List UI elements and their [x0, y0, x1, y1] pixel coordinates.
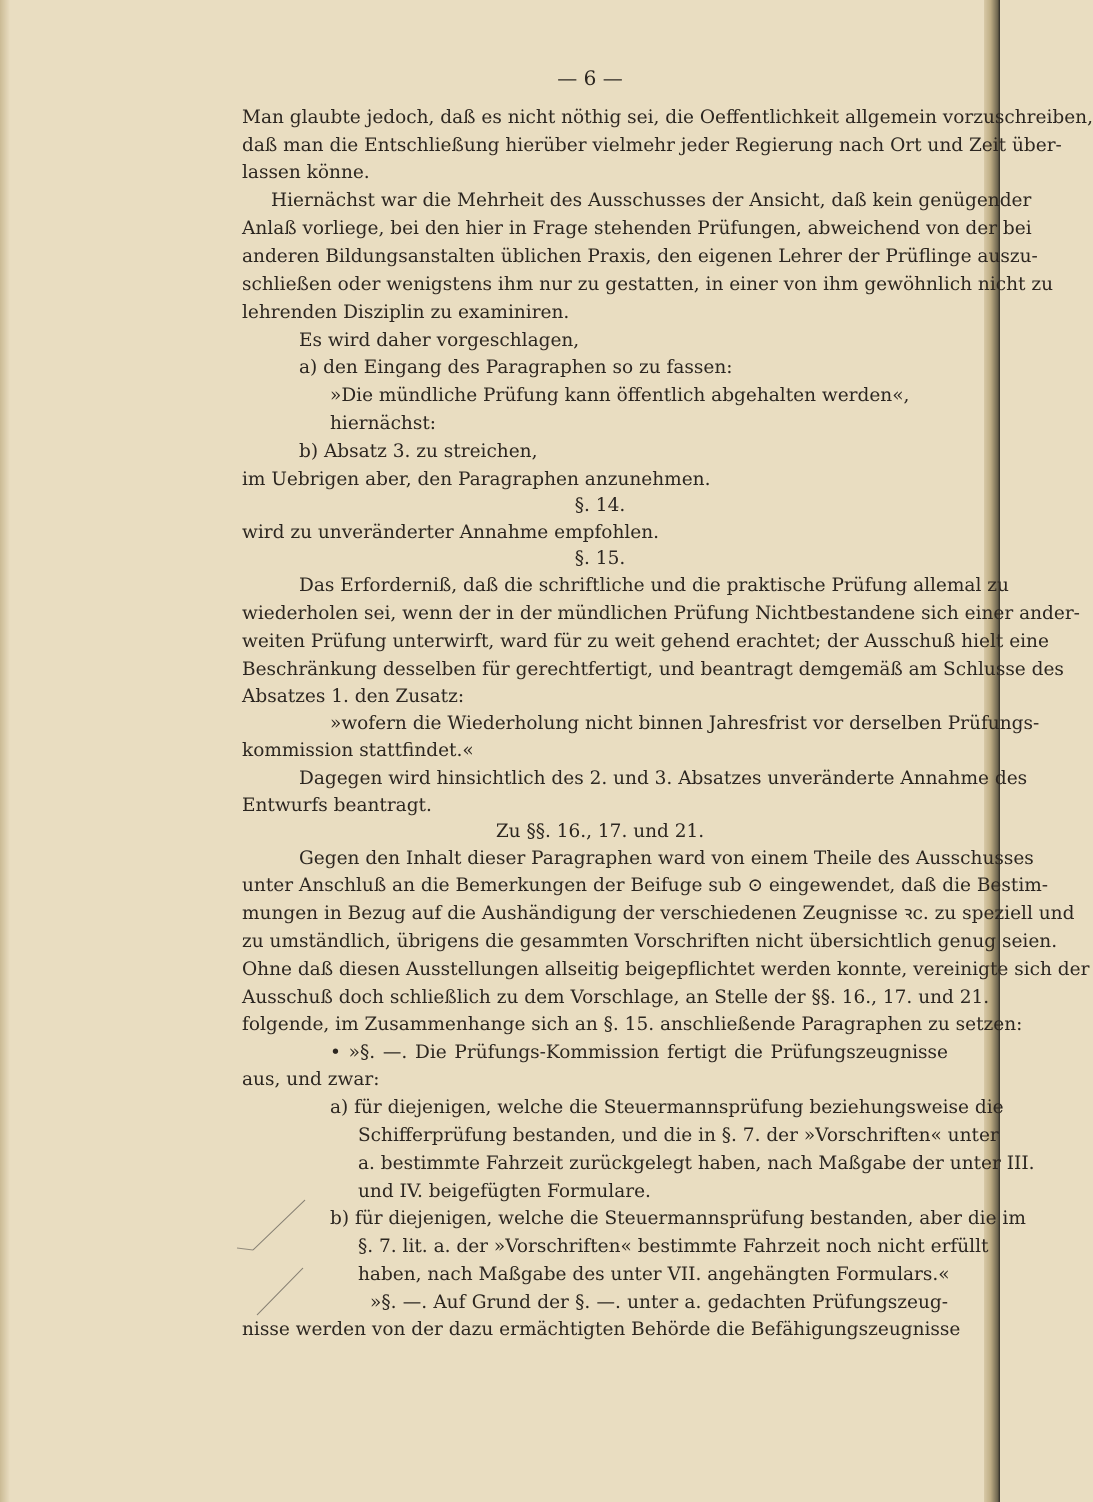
text-line: Man glaubte jedoch, daß es nicht nöthig sei, die Oeffentlichkeit allgemein vorzuschreiben, [242, 107, 1093, 128]
text-line: Ohne daß diesen Ausstellungen allseitig beigepflichtet werden konnte, vereinigte sich der [242, 959, 1090, 980]
text-line: Ausschuß doch schließlich zu dem Vorschlage, an Stelle der §§. 16., 17. und 21. [242, 987, 990, 1008]
text-line: im Uebrigen aber, den Paragraphen anzunehmen. [242, 469, 711, 490]
text-line: a. bestimmte Fahrzeit zurückgelegt haben, nach Maßgabe der unter III. [358, 1153, 1035, 1174]
text-line: und IV. beigefügten Formulare. [358, 1181, 651, 1202]
text-line: mungen in Bezug auf die Aushändigung der verschiedenen Zeugnisse ꝛc. zu speziell und [242, 903, 1075, 924]
section-heading: §. 14. [574, 495, 626, 516]
text-line: kommission stattfindet.« [242, 740, 474, 761]
text-line: Hiernächst war die Mehrheit des Ausschusses der Ansicht, daß kein genügender [271, 190, 1032, 211]
text-line: Gegen den Inhalt dieser Paragraphen ward von einem Theile des Ausschusses [299, 848, 1034, 869]
text-line: lehrenden Disziplin zu examiniren. [242, 302, 570, 323]
text-line: Dagegen wird hinsichtlich des 2. und 3. Absatzes unveränderte Annahme des [299, 768, 1028, 789]
section-heading: §. 15. [574, 548, 626, 569]
text-line: b) für diejenigen, welche die Steuermannsprüfung bestanden, aber die im [330, 1208, 1026, 1229]
text-line: • »§. —. Die Prüfungs-Kommission fertigt die Prüfungszeugnisse [330, 1042, 948, 1063]
text-line: »wofern die Wiederholung nicht binnen Jahresfrist vor derselben Prüfungs- [330, 713, 1040, 734]
pencil-marks [235, 1190, 335, 1320]
section-heading: Zu §§. 16., 17. und 21. [495, 821, 705, 842]
text-line: Anlaß vorliege, bei den hier in Frage stehenden Prüfungen, abweichend von der bei [242, 218, 1032, 239]
text-line: anderen Bildungsanstalten üblichen Praxis, den eigenen Lehrer der Prüflinge auszu- [242, 246, 1038, 267]
text-line: folgende, im Zusammenhange sich an §. 15. anschließende Paragraphen zu setzen: [242, 1014, 1023, 1035]
text-line: b) Absatz 3. zu streichen, [299, 441, 538, 462]
text-line: nisse werden von der dazu ermächtigten Behörde die Befähigungszeugnisse [242, 1319, 961, 1340]
text-line: Das Erforderniß, daß die schriftliche und die praktische Prüfung allemal zu [299, 575, 1009, 596]
text-line: daß man die Entschließung hierüber vielmehr jeder Regierung nach Ort und Zeit über- [242, 135, 1062, 156]
text-line: haben, nach Maßgabe des unter VII. angehängten Formulars.« [358, 1264, 950, 1285]
text-line: Es wird daher vorgeschlagen, [299, 330, 580, 351]
text-line: Entwurfs beantragt. [242, 795, 432, 816]
text-line: a) für diejenigen, welche die Steuermannsprüfung beziehungsweise die [330, 1097, 1004, 1118]
text-line: schließen oder wenigstens ihm nur zu gestatten, in einer von ihm gewöhnlich nicht zu [242, 274, 1053, 295]
text-line: aus, und zwar: [242, 1069, 380, 1090]
text-line: wird zu unveränderter Annahme empfohlen. [242, 522, 660, 543]
text-line: Beschränkung desselben für gerechtfertigt, und beantragt demgemäß am Schlusse des [242, 659, 1064, 680]
text-line: a) den Eingang des Paragraphen so zu fassen: [299, 357, 733, 378]
text-line: Absatzes 1. den Zusatz: [242, 686, 465, 707]
text-line: »§. —. Auf Grund der §. —. unter a. gedachten Prüfungszeug- [370, 1292, 948, 1313]
text-line: §. 7. lit. a. der »Vorschriften« bestimmte Fahrzeit noch nicht erfüllt [358, 1236, 989, 1257]
page-number: — 6 — [557, 66, 623, 90]
text-line: »Die mündliche Prüfung kann öffentlich abgehalten werden«, [330, 385, 910, 406]
text-line: zu umständlich, übrigens die gesammten Vorschriften nicht übersichtlich genug seien. [242, 931, 1058, 952]
text-line: hiernächst: [330, 413, 437, 434]
text-line: weiten Prüfung unterwirft, ward für zu weit gehend erachtet; der Ausschuß hielt eine [242, 631, 1049, 652]
text-line: unter Anschluß an die Bemerkungen der Beifuge sub ⊙ eingewendet, daß die Bestim- [242, 875, 1049, 896]
text-line: lassen könne. [242, 162, 370, 183]
text-line: Schifferprüfung bestanden, und die in §. 7. der »Vorschriften« unter [358, 1125, 999, 1146]
text-line: wiederholen sei, wenn der in der mündlichen Prüfung Nichtbestandene sich einer ander- [242, 603, 1080, 624]
